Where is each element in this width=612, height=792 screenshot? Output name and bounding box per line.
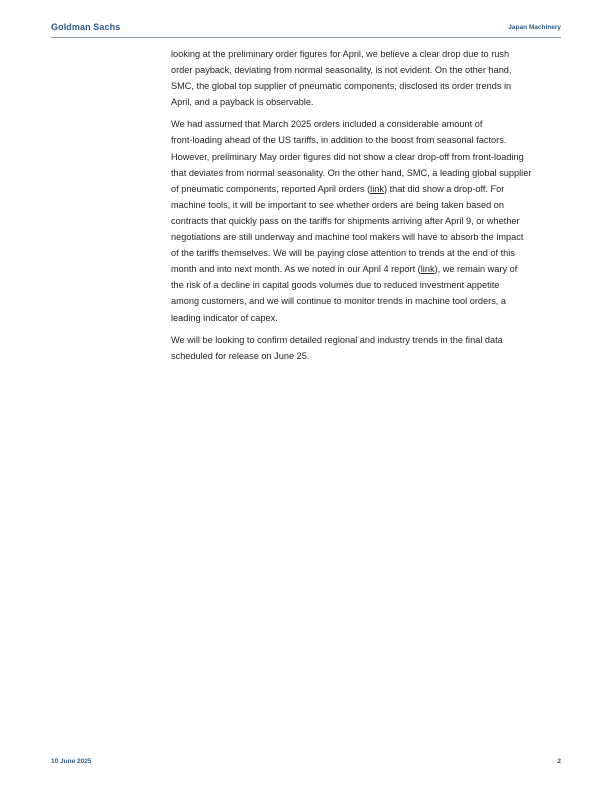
- text-line: We had assumed that March 2025 orders included a considerable amount of: [171, 119, 483, 130]
- smc-orders-link[interactable]: link: [370, 183, 384, 194]
- text-fragment: month and into next month. As we noted in our April 4 report (: [171, 264, 421, 275]
- header-brand: Goldman Sachs: [51, 22, 121, 32]
- text-line: April, and a payback is observable.: [171, 97, 314, 108]
- text-line: leading indicator of capex.: [171, 312, 278, 323]
- text-line: front-loading ahead of the US tariffs, in addition to the boost from seasonal factors.: [171, 135, 507, 146]
- footer-date: 10 June 2025: [51, 758, 92, 765]
- text-line: looking at the preliminary order figures for April, we believe a clear drop due to rush: [171, 49, 510, 59]
- text-line-with-link: [171, 261, 561, 277]
- text-line: However, preliminary May order figures did not show a clear drop-off from front-loading: [171, 151, 524, 162]
- text-line: negotiations are still underway and machine tool makers will have to absorb the impact: [171, 232, 524, 243]
- header-divider: [51, 37, 561, 38]
- text-line: scheduled for release on June 25.: [171, 350, 310, 361]
- text-line: the risk of a decline in capital goods volumes due to reduced investment appetite: [171, 280, 500, 291]
- text-line: machine tools, it will be important to see whether orders are being taken based on: [171, 199, 504, 210]
- text-line: contracts that quickly pass on the tariffs for shipments arriving after April 9, or whether: [171, 215, 520, 226]
- text-fragment: ), we remain wary of: [434, 264, 518, 275]
- text-line-with-link: [171, 181, 561, 197]
- text-line: order payback, deviating from normal seasonality, is not evident. On the other hand,: [171, 65, 512, 76]
- text-line: SMC, the global top supplier of pneumatic components, disclosed its order trends in: [171, 81, 512, 92]
- text-fragment: ) that did show a drop-off. For: [383, 183, 505, 194]
- text-line: among customers, and we will continue to monitor trends in machine tool orders, a: [171, 296, 506, 307]
- paragraph-3: [171, 332, 561, 364]
- header-sector: Japan Machinery: [508, 24, 561, 31]
- page-number: 2: [557, 758, 561, 765]
- text-line: that deviates from normal seasonality. On the other hand, SMC, a leading global supplier: [171, 167, 532, 178]
- text-line: of the tariffs themselves. We will be paying close attention to trends at the end of this: [171, 248, 515, 259]
- april-report-link[interactable]: link: [420, 264, 435, 275]
- text-fragment: of pneumatic components, reported April orders (: [171, 183, 371, 194]
- text-line: We will be looking to confirm detailed regional and industry trends in the final data: [171, 334, 503, 345]
- report-body: [171, 46, 561, 370]
- paragraph-2: [171, 116, 561, 325]
- paragraph-1: [171, 46, 561, 110]
